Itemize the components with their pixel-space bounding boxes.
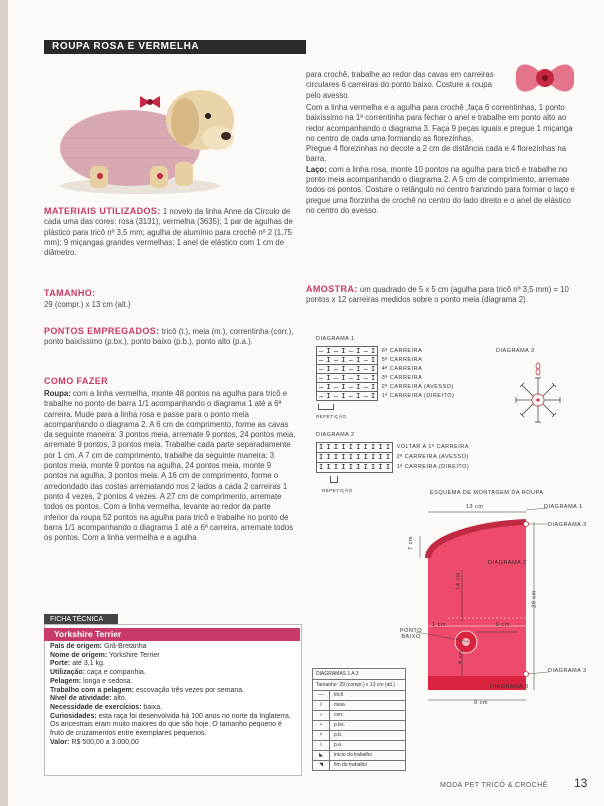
magazine-footer: MODA PET TRICÔ & CROCHÊ [440,782,548,789]
fact-row: Valor: R$ 500,00 a 3.000,00 [50,738,139,746]
gauge-text: um quadrado de 5 x 5 cm (agulha para tricô nº 3,5 mm) = 10 pontos x 12 carreiras medidos sobre o ponto meia (diagrama 2). [306,285,569,305]
page-number: 13 [574,776,588,790]
repeat-label-2: REPETIÇÃO [322,488,353,493]
legend-row [312,741,406,751]
legend-label: p.b. [334,732,343,738]
diagram1-row-label: 4ª CARREIRA [381,365,423,372]
section-title: ROUPA ROSA E VERMELHA [44,40,306,54]
legend-symbol: ○ [313,711,330,720]
materials-section [44,206,296,258]
dim-29cm: 29 cm [531,590,538,608]
bow-photo [510,52,580,104]
diagram1-stitches: – I – I – I – I [316,382,378,392]
stitches-heading: PONTOS EMPREGADOS: [44,326,160,336]
diagram1-title: DIAGRAMA 1 [316,336,355,342]
fact-row: Utilização: caça e companhia. [50,669,146,677]
legend-symbol: ⌇ [313,741,330,750]
diagram1-row-label: 5ª CARREIRA [381,356,423,363]
diagram1-stitches: – I – I – I – I [316,364,378,374]
diagram3-flower [498,358,578,438]
diagram2-stitches: I I I I I I I I I I [316,442,393,453]
page-gutter [0,0,8,806]
assembly-diagram2-label: DIAGRAMA 2 [488,560,527,566]
legend-label: tricô [334,692,344,698]
single-crochet-label: PONTO BAIXO [400,628,422,640]
dress-label: Roupa: [44,389,71,398]
fact-row: Necessidade de exercícios: baixa. [50,703,163,711]
gauge-heading: AMOSTRA: [306,284,358,294]
fact-sheet-breed: Yorkshire Terrier [44,628,300,641]
diagram1 [316,346,476,400]
legend-symbol: I [313,701,330,710]
legend-label: meia [334,702,345,708]
dim-7cm: 7 cm [407,536,414,550]
legend-label: corr. [334,712,344,718]
dim-6cm: 6 cm [496,622,510,628]
fact-row: Curiosidades: esta raça foi desenvolvida há 100 anos no norte da Inglaterra. Os ancestrais eram muito maiores do que são hoje. O tamanho pequeno é fruto de cruzamentos entre exemplares pequenos. [50,712,291,738]
flower-paragraph: Com a linha vermelha e a agulha para crochê ,faça 6 correntinhas, 1 ponto baixíssimo na 1ª correntinha para fechar o anel e trabalhe em ponto alto ao redor acompanhando o diagrama 3. Faça 9 peças iguais e pregue 1 miçanga no centro de cada uma formando as florezinhas. [306,103,573,143]
diagram1-row-label: 3ª CARREIRA [381,374,423,381]
diagram1-stitches: – I – I – I – I [316,391,378,401]
legend-row [312,691,406,701]
dim-1cm: 1 cm [432,622,446,628]
legend-size: Tamanho: 29 (compr.) x 13 cm (alt.) [312,680,406,691]
dim-13cm: 13 cm [466,504,484,510]
dim-14cm: 14 cm [455,572,462,590]
diagram1-stitches: – I – I – I – I [316,373,378,383]
assembly-title: ESQUEMA DE MONTAGEM DA ROUPA [430,490,544,496]
diagram1-stitches: – I – I – I – I [316,346,378,356]
flower-placement-paragraph: Pregue 4 florezinhas no decote a 2 cm de distância cada e 4 florezinhas na barra. [306,144,567,164]
materials-text: 1 novelo da linha Anne da Círculo de cada uma das cores: rosa (3131), vermelha (3635); 1 par de agulhas de plástico para tricô nº 3,5 mm; agulha de alumínio para crochê nº 2 (1,75 mm); 9 miçangas grandes vermelhas; 1 anel de elástico com 1 cm de diâmetro. [44,207,293,258]
bow-paragraph [306,165,578,216]
repeat-bracket-1 [318,404,334,410]
legend-row [312,721,406,731]
diagram3-title: DIAGRAMA 3 [496,348,535,354]
dress-text: com a linha vermelha, monte 48 pontos na agulha para tricô e trabalhe no ponto de barra 1/1 acompanhando o diagrama 1 até a 6ª carreira. Mude para a linha rosa e passe para o ponto meia acompanhando o diagrama 2. A 6 cm de comprimento, forme as cavas da seguinte maneira: 3 pontos meia, arremate 9 pontos, 24 pontos meia, arremate 9 pontos, 3 pontos meia. Trabalhe cada parte separadamente por 1 cm. A 7 cm de comprimento, trabalhe da seguinte maneira: 3 pontos meia, monte 9 pontos na agulha, 24 pontos meia, monte 9 pontos na agulha, 3 pontos meia. A 16 cm de comprimento, forme o arredondado das costas arrematando nos 2 lados a cada 2 carreiras 1 ponto 4 vezes, 2 pontos 4 vezes. A 27 cm de comprimento, arremate todos os pontos. Com a linha vermelha, levante ao redor da parte inferior da roupa 52 pontos na agulha para tricô e trabalhe no ponto de barra 1/1 acompanhando o diagrama 1 até a 6ª carreira, arremate todos os pontos. Com a linha vermelha e a agulha [44,389,296,543]
instructions-heading: COMO FAZER [44,376,108,386]
fact-sheet-list [50,643,294,747]
continued-paragraph: para crochê, trabalhe ao redor das cavas em carreiras circulares 6 carreiras do ponto baixo. Costure a roupa pelo avesso. [306,70,494,100]
legend-row [312,731,406,741]
assembly-diagram3-label-c: DIAGRAMA 3 [490,684,529,690]
fact-row: País de origem: Grã-Bretanha [50,643,147,650]
legend-row [312,701,406,711]
legend-symbol: ◣ [313,751,330,760]
legend-row [312,751,406,761]
diagram2-row-label: VOLTAR A 1ª CARREIRA [396,444,469,450]
legend-symbol: • [313,721,330,730]
legend-label: fim do trabalho [334,762,368,768]
right-column-text-2 [306,103,578,216]
instructions-section [44,389,296,543]
fact-row: Pelagem: longa e sedosa. [50,677,133,685]
legend-symbol: × [313,731,330,740]
fact-row: Trabalho com a pelagem: escovação três vezes por semana. [50,686,245,694]
fact-row: Porte: até 3,1 kg. [50,660,105,668]
right-column-text [306,70,506,101]
dim-4cm: 4 cm [457,650,464,664]
diagram2-stitches: I I I I I I I I I I [316,452,393,463]
diagram1-row-label: 2ª CARREIRA (AVESSO) [381,383,454,390]
diagram2-stitches: I I I I I I I I I I [316,462,393,473]
diagram1-row-label: 6ª CARREIRA [381,347,423,354]
fact-row: Nível de atividade: alto. [50,695,127,703]
legend-row [312,711,406,721]
assembly-diagram3-label-b: DIAGRAMA 3 [548,668,587,674]
dog-photo [40,58,240,198]
repeat-label-1: REPETIÇÃO [316,414,347,419]
legend-symbol: ◥ [313,761,330,770]
gauge-section [306,284,578,306]
diagram2-row-label: 2ª CARREIRA (AVESSO) [396,454,469,460]
legend-symbol: — [313,691,330,700]
size-text: 29 (compr.) x 13 cm (alt.) [44,300,131,309]
bow-text: com a linha rosa, monte 10 pontos na agulha para tricô e trabalhe no ponto meia acompanhando o diagrama 2. A 5 cm de comprimento, arremate todos os pontos. Costure o retângulo no centro franzindo para formar o laço e pregue uma florzinha de crochê no centro do lado direito e o anel de elástico no centro do avesso. [306,164,575,215]
size-heading: TAMANHO: [44,288,96,298]
diagram1-row-label: 1ª CARREIRA (DIREITO) [381,392,455,399]
assembly-diagram [398,502,578,712]
fact-row: Nome de origem: Yorkshire Terrier [50,651,160,659]
dim-9cm: 9 cm [474,700,488,706]
fact-sheet-tag: FICHA TÉCNICA [44,614,118,626]
diagram2-row-label: 1ª CARREIRA (DIREITO) [396,464,470,470]
stitches-text: tricô (t.), meia (m.), correntinha (corr.), ponto baixíssimo (p.bx.), ponto baixo (p.b.), ponto alto (p.a.). [44,327,294,347]
legend-label: p.a. [334,742,343,748]
diagram2-title: DIAGRAMA 2 [316,432,355,438]
assembly-diagram3-label-a: DIAGRAMA 3 [548,522,587,528]
diagram1-stitches: – I – I – I – I [316,355,378,365]
diagram2 [316,442,516,472]
repeat-bracket-2 [330,476,338,483]
assembly-diagram1-label: DIAGRAMA 1 [544,504,583,510]
legend-table [312,668,406,771]
stitches-section [44,326,296,348]
materials-heading: MATERIAIS UTILIZADOS: [44,206,161,216]
legend-title: DIAGRAMAS 1 A 3 [312,668,406,680]
legend-label: p.bx. [334,722,345,728]
legend-label: início do trabalho [334,752,373,758]
legend-row [312,761,406,771]
bow-label: Laço: [306,164,327,174]
